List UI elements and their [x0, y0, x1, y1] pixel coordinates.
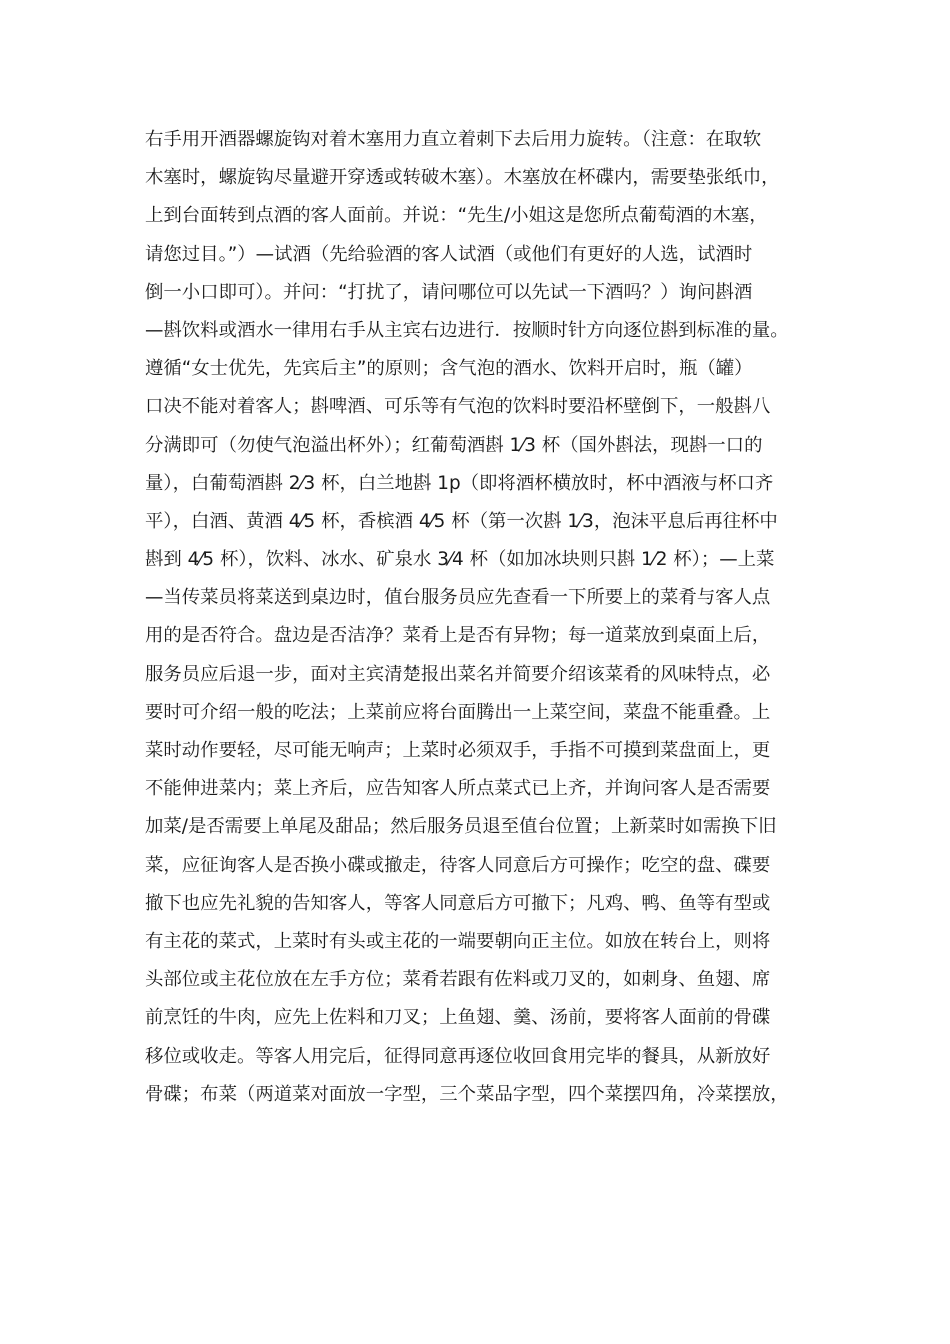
- text-line: 服务员应后退一步，面对主宾清楚报出菜名并简要介绍该菜肴的风味特点，必: [145, 663, 771, 685]
- text-line: 口决不能对着客人；斟啤酒、可乐等有气泡的饮料时要沿杯壁倒下，一般斟八: [145, 396, 771, 418]
- text-line: —当传菜员将菜送到桌边时，值台服务员应先查看一下所要上的菜肴与客人点: [145, 587, 771, 609]
- text-line: 骨碟；布菜（两道菜对面放一字型，三个菜品字型，四个菜摆四角，冷菜摆放，: [145, 1083, 789, 1105]
- text-line: 用的是否符合。盘边是否洁净？菜肴上是否有异物；每一道菜放到桌面上后，: [145, 625, 771, 647]
- text-line: 斟到 4⁄5 杯），饮料、冰水、矿泉水 3⁄4 杯（如加冰块则只斟 1⁄2 杯）；—上菜: [145, 549, 775, 571]
- text-line: 有主花的菜式，上菜时有头或主花的一端要朝向正主位。如放在转台上，则将: [145, 930, 771, 952]
- text-line: 量），白葡萄酒斟 2⁄3 杯，白兰地斟 1p（即将酒杯横放时，杯中酒液与杯口齐: [145, 472, 774, 494]
- text-line: 倒一小口即可）。并问：“打扰了，请问哪位可以先试一下酒吗？）询问斟酒: [145, 281, 753, 303]
- text-line: 菜时动作要轻，尽可能无响声；上菜时必须双手，手指不可摸到菜盘面上，更: [145, 740, 771, 761]
- text-line: 右手用开酒器螺旋钩对着木塞用力直立着刺下去后用力旋转。（注意：在取软: [145, 129, 762, 150]
- text-line: 移位或收走。等客人用完后，征得同意再逐位收回食用完毕的餐具，从新放好: [145, 1045, 771, 1067]
- text-line: 加菜/是否需要上单尾及甜品；然后服务员退至值台位置；上新菜时如需换下旧: [145, 816, 777, 838]
- text-line: 木塞时，螺旋钩尽量避开穿透或转破木塞）。木塞放在杯碟内，需要垫张纸巾，: [145, 167, 780, 189]
- text-line: 前烹饪的牛肉，应先上佐料和刀叉；上鱼翅、羹、汤前，要将客人面前的骨碟: [145, 1007, 771, 1029]
- text-line: 分满即可（勿使气泡溢出杯外）；红葡萄酒斟 1⁄3 杯（国外斟法，现斟一口的: [145, 434, 763, 456]
- text-line: 上到台面转到点酒的客人面前。并说：“先生/小姐这是您所点葡萄酒的木塞，: [145, 205, 768, 227]
- text-line: 撤下也应先礼貌的告知客人，等客人同意后方可撤下；凡鸡、鸭、鱼等有型或: [145, 892, 771, 914]
- text-line: 要时可介绍一般的吃法；上菜前应将台面腾出一上菜空间，菜盘不能重叠。上: [145, 701, 771, 723]
- text-line: —斟饮料或酒水一律用右手从主宾右边进行．按顺时针方向逐位斟到标准的量。: [145, 319, 789, 341]
- text-line: 菜，应征询客人是否换小碟或撤走，待客人同意后方可操作；吃空的盘、碟要: [145, 854, 771, 876]
- text-line: 请您过目。”）—试酒（先给验酒的客人试酒（或他们有更好的人选，试酒时: [145, 243, 753, 265]
- body-text: [145, 121, 825, 1114]
- text-line: 平），白酒、黄酒 4⁄5 杯，香槟酒 4⁄5 杯（第一次斟 1⁄3，泡沫平息后再往杯中: [145, 510, 778, 532]
- text-line: 头部位或主花位放在左手方位；菜肴若跟有佐料或刀叉的，如刺身、鱼翅、席: [145, 969, 771, 991]
- text-line: 不能伸进菜内；菜上齐后，应告知客人所点菜式已上齐，并询问客人是否需要: [145, 778, 771, 800]
- text-line: 遵循“女士优先，先宾后主”的原则；含气泡的酒水、饮料开启时，瓶（罐）: [145, 358, 753, 380]
